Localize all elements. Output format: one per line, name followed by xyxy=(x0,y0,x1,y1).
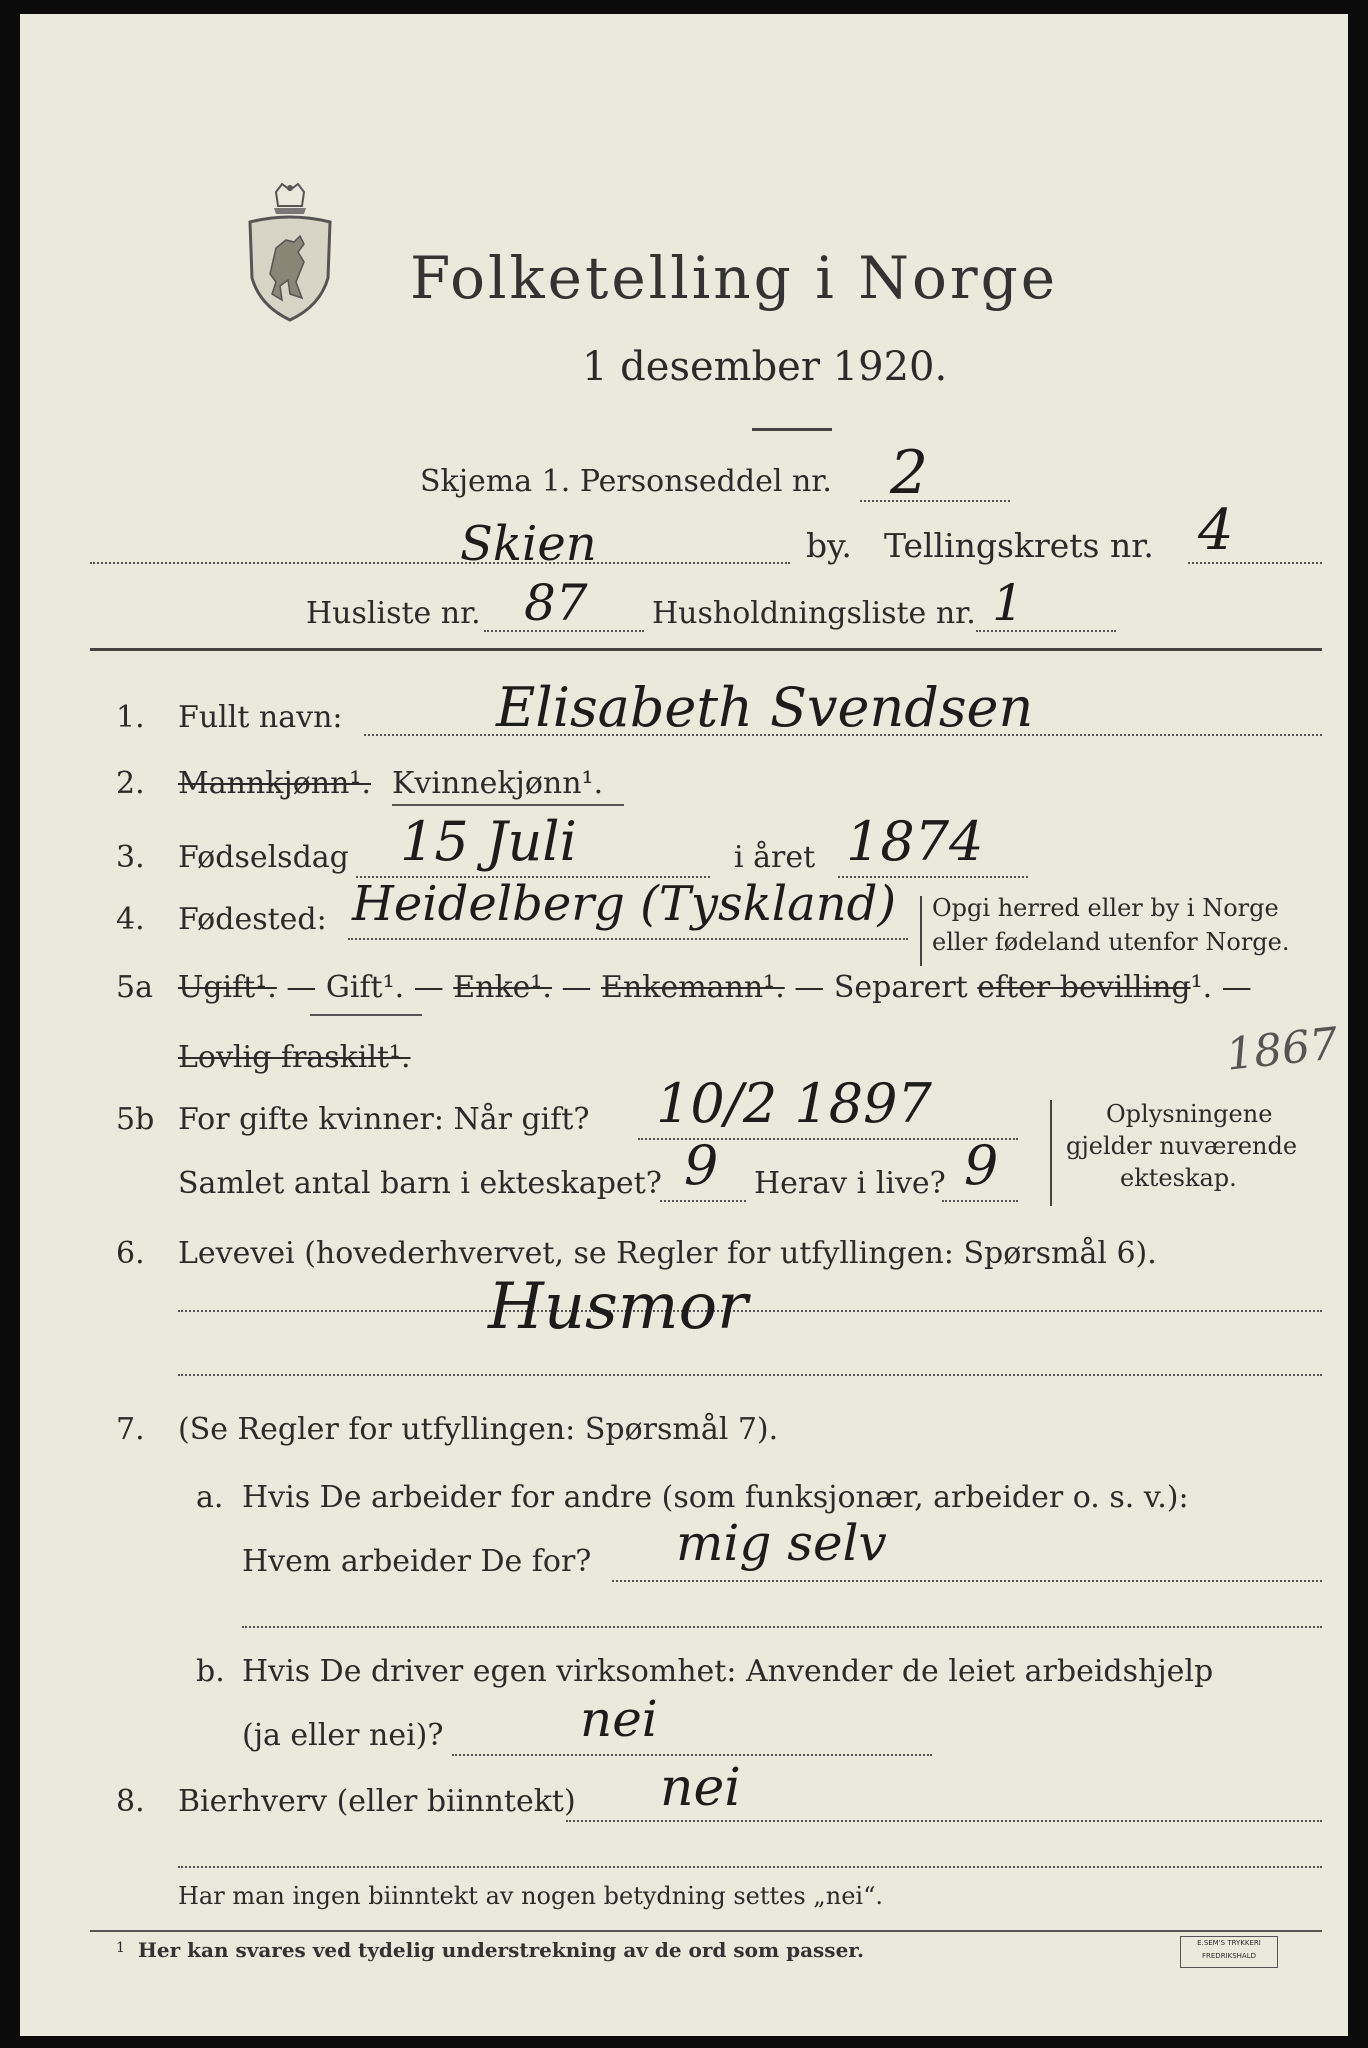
q7b-letter: b. xyxy=(196,1654,225,1689)
district-value: 4 xyxy=(1198,498,1234,563)
q5b-number: 5b xyxy=(116,1102,155,1137)
q5a-enke-option: Enke¹. xyxy=(453,970,552,1005)
q7a-text: Hvis De arbeider for andre (som funksjonær, arbeider o. s. v.): xyxy=(242,1480,1189,1515)
q7-number: 7. xyxy=(116,1412,145,1447)
town-value: Skien xyxy=(460,516,597,572)
q4-dotted-line xyxy=(348,938,908,940)
q5a-dash: — xyxy=(784,970,834,1005)
footnote-text: Her kan svares ved tydelig understrekning av de ord som passer. xyxy=(138,1938,864,1962)
q7a-question: Hvem arbeider De for? xyxy=(242,1544,592,1579)
q7b-dotted-line xyxy=(452,1754,932,1756)
schema-number-value: 2 xyxy=(890,438,929,508)
q5b-note-line1: Oplysningene xyxy=(1106,1100,1273,1128)
q3-number: 3. xyxy=(116,840,145,875)
q5b-children-dotted-line xyxy=(660,1200,746,1202)
q6-dotted-line-2 xyxy=(178,1374,1322,1376)
q5a-ugift-option: Ugift¹. xyxy=(178,970,277,1005)
schema-dotted-line xyxy=(860,500,1010,502)
q4-label: Fødested: xyxy=(178,902,327,937)
q5a-enkemann-option: Enkemann¹. xyxy=(601,970,785,1005)
q5b-alive-dotted-line xyxy=(942,1200,1018,1202)
header-rule xyxy=(90,648,1322,651)
q5a-dash: — xyxy=(551,970,602,1005)
q3-label: Fødselsdag xyxy=(178,840,349,875)
q5b-children-value: 9 xyxy=(684,1134,719,1197)
house-list-label: Husliste nr. xyxy=(306,596,481,631)
q1-number: 1. xyxy=(116,700,145,735)
q6-dotted-line-1 xyxy=(178,1310,1322,1312)
q6-number: 6. xyxy=(116,1236,145,1271)
q5b-note-line2: gjelder nuværende xyxy=(1066,1132,1298,1160)
q5a-efter-bevilling: efter bevilling xyxy=(977,970,1191,1005)
town-label: by. xyxy=(806,526,852,565)
q5a-dash: — xyxy=(276,970,326,1005)
q2-female-underline xyxy=(392,804,624,806)
q7-label: (Se Regler for utfyllingen: Spørsmål 7). xyxy=(178,1412,779,1447)
q4-number: 4. xyxy=(116,902,145,937)
house-list-value: 87 xyxy=(524,574,588,632)
q7b-help-value: nei xyxy=(580,1690,658,1748)
q8-label: Bierhverv (eller biinntekt) xyxy=(178,1784,576,1819)
form-title: Folketelling i Norge xyxy=(410,244,1059,312)
q5b-married-value: 10/2 1897 xyxy=(656,1072,932,1135)
household-list-value: 1 xyxy=(992,574,1024,632)
title-divider xyxy=(752,428,832,431)
q7a-dotted-line-2 xyxy=(242,1626,1322,1628)
q5b-brace xyxy=(1050,1100,1052,1206)
q5a-status-options xyxy=(178,970,1252,1005)
census-form xyxy=(20,14,1348,2036)
q8-number: 8. xyxy=(116,1784,145,1819)
q7b-text: Hvis De driver egen virksomhet: Anvender de leiet arbeidshjelp xyxy=(242,1654,1214,1689)
census-date: 1 desember 1920. xyxy=(582,344,948,390)
q5a-dash: — xyxy=(404,970,454,1005)
q3-birthday-value: 15 Juli xyxy=(400,810,577,873)
household-list-label: Husholdningsliste nr. xyxy=(652,596,976,631)
q6-label: Levevei (hovederhvervet, se Regler for utfyllingen: Spørsmål 6). xyxy=(178,1236,1157,1271)
q5b-alive-value: 9 xyxy=(964,1134,999,1197)
schema-label: Skjema 1. Personseddel nr. xyxy=(420,464,832,499)
town-dotted-line xyxy=(90,562,790,564)
q8-side-income-value: nei xyxy=(660,1758,741,1818)
q7a-letter: a. xyxy=(196,1480,224,1515)
q8-dotted-line xyxy=(566,1820,1322,1822)
q8-dotted-line-2 xyxy=(178,1866,1322,1868)
q5b-alive-label: Herav i live? xyxy=(754,1166,946,1201)
footnote-mark: 1 xyxy=(116,1940,125,1956)
q5b-note-line3: ekteskap. xyxy=(1120,1164,1237,1192)
q7a-dotted-line xyxy=(612,1580,1322,1582)
q5a-number: 5a xyxy=(116,970,153,1005)
coat-of-arms-icon xyxy=(242,182,338,322)
q4-brace xyxy=(920,896,922,966)
q4-note-line2: eller fødeland utenfor Norge. xyxy=(932,928,1290,956)
q5a-gift-option: Gift¹. xyxy=(325,970,405,1005)
q7a-employer-value: mig selv xyxy=(676,1514,887,1572)
q4-note-line1: Opgi herred eller by i Norge xyxy=(932,894,1279,922)
q5b-married-label: For gifte kvinner: Når gift? xyxy=(178,1102,590,1137)
footer-rule xyxy=(90,1930,1322,1932)
q2-number: 2. xyxy=(116,766,145,801)
q6-occupation-value: Husmor xyxy=(488,1270,748,1344)
q3-year-value: 1874 xyxy=(846,810,984,873)
q5a-lovlig-fraskilt-option: Lovlig fraskilt¹. xyxy=(178,1040,411,1075)
q4-birthplace-value: Heidelberg (Tyskland) xyxy=(352,876,897,932)
district-label: Tellingskrets nr. xyxy=(884,526,1154,565)
q5b-children-label: Samlet antal barn i ekteskapet? xyxy=(178,1166,662,1201)
q2-female-option: Kvinnekjønn¹. xyxy=(392,766,604,801)
q7b-question: (ja eller nei)? xyxy=(242,1718,444,1753)
printer-stamp: E.SEM'S TRYKKERI FREDRIKSHALD xyxy=(1180,1936,1278,1968)
q2-male-option: Mannkjønn¹. xyxy=(178,766,371,801)
footer-note: Har man ingen biinntekt av nogen betydning settes „nei“. xyxy=(178,1882,883,1910)
q5a-separert-end: ¹. — xyxy=(1190,970,1252,1005)
q1-label: Fullt navn: xyxy=(178,700,343,735)
q1-name-value: Elisabeth Svendsen xyxy=(496,676,1034,739)
q5a-separert-option: Separert xyxy=(833,970,968,1005)
q3-year-label: i året xyxy=(734,840,816,875)
q5a-margin-note: 1867 xyxy=(1223,1018,1341,1081)
q5a-gift-underline xyxy=(310,1014,422,1016)
